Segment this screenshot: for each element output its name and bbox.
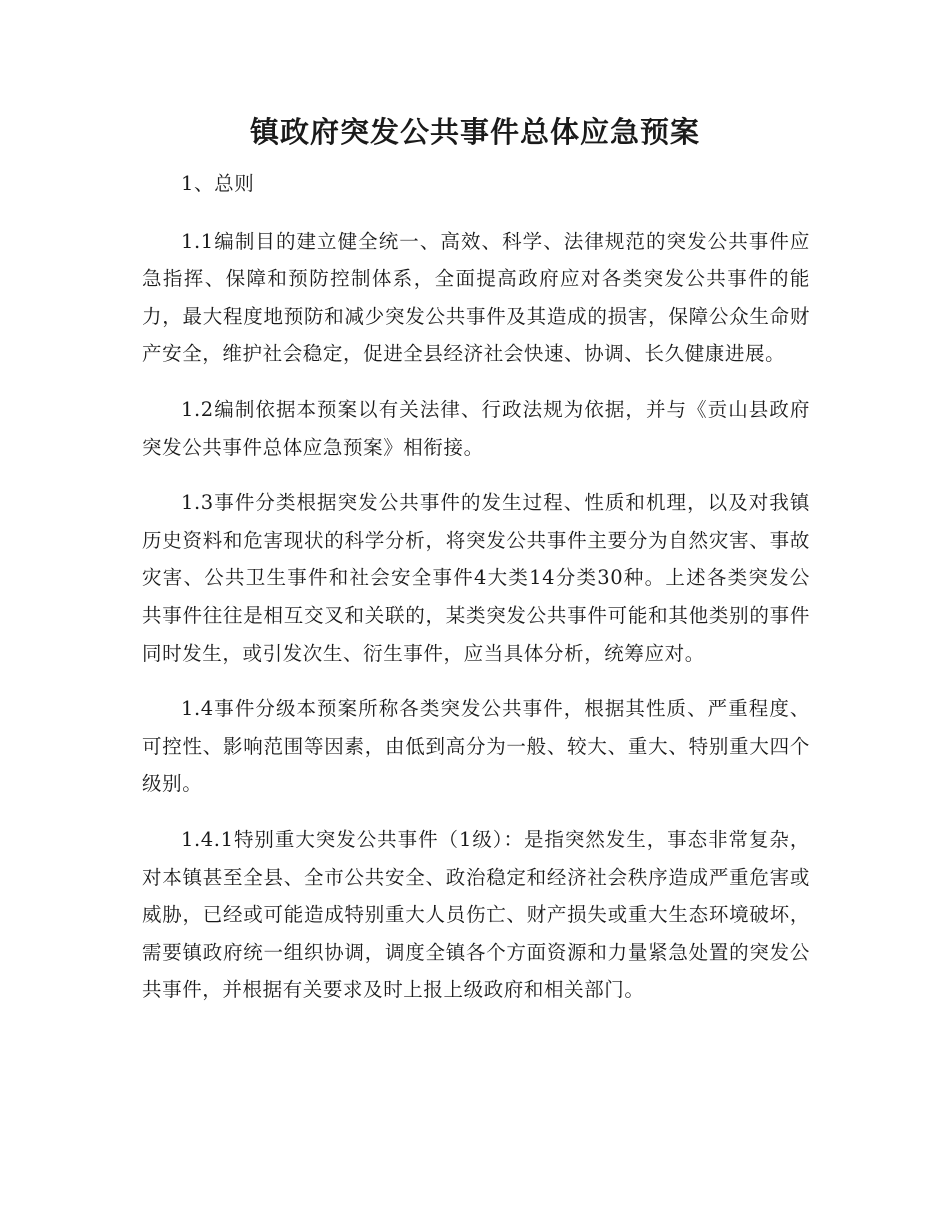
section-heading-general: 1、总则 [181,172,255,195]
paragraph-grading: 1.4事件分级本预案所称各类突发公共事件，根据其性质、严重程度、可控性、影响范围等因素，由低到高分为一般、较大、重大、特别重大四个级别。 [142,697,810,796]
paragraph-classification: 1.3事件分类根据突发公共事件的发生过程、性质和机理，以及对我镇历史资料和危害现状的科学分析，将突发公共事件主要分为自然灾害、事故灾害、公共卫生事件和社会安全事件4大类14分类30种。上述各类突发公共事件往往是相互交叉和关联的，某类突发公共事件可能和其他类别的事件同时发生，或引发次生、衍生事件，应当具体分析，统筹应对。 [142,491,810,665]
paragraph-basis: 1.2编制依据本预案以有关法律、行政法规为依据，并与《贡山县政府突发公共事件总体应急预案》相衔接。 [142,397,810,459]
paragraph-level-1: 1.4.1特别重大突发公共事件（1级）：是指突然发生，事态非常复杂，对本镇甚至全县、全市公共安全、政治稳定和经济社会秩序造成严重危害或威胁，已经或可能造成特别重大人员伤亡、财产损失或重大生态环境破坏，需要镇政府统一组织协调，调度全镇各个方面资源和力量紧急处置的突发公共事件，并根据有关要求及时上报上级政府和相关部门。 [142,827,810,1002]
paragraph-purpose: 1.1编制目的建立健全统一、高效、科学、法律规范的突发公共事件应急指挥、保障和预防控制体系，全面提高政府应对各类突发公共事件的能力，最大程度地预防和减少突发公共事件及其造成的损害，保障公众生命财产安全，维护社会稳定，促进全县经济社会快速、协调、长久健康进展。 [142,229,810,366]
document-title: 镇政府突发公共事件总体应急预案 [249,115,700,149]
document-body [142,165,810,1027]
